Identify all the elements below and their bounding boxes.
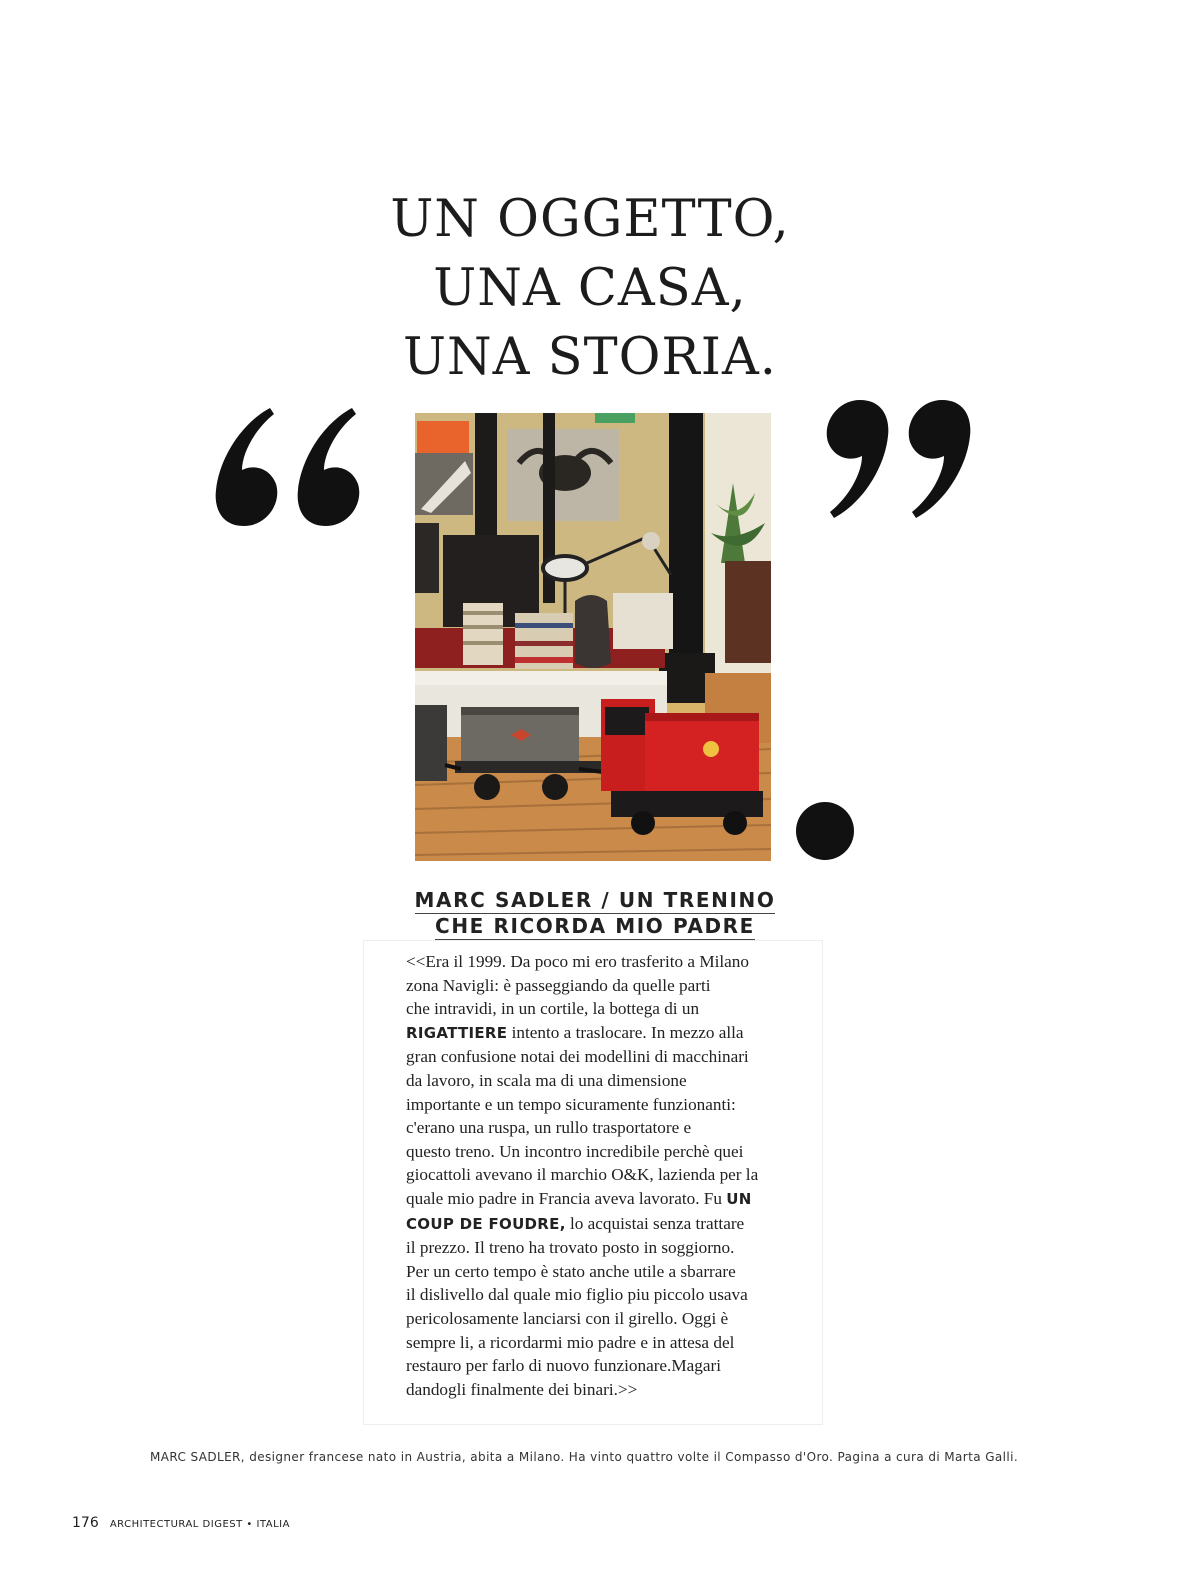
body-line: il prezzo. Il treno ha trovato posto in soggiorno. [406, 1238, 735, 1258]
body-line: zona Navigli: è passeggiando da quelle parti [406, 975, 711, 995]
headline [300, 185, 880, 392]
article-subhead [400, 888, 790, 940]
body-line: dandogli finalmente dei binari.>> [406, 1379, 638, 1399]
body-line: pericolosamente lanciarsi con il girello. Oggi è [406, 1308, 729, 1328]
closing-quote-icon [818, 392, 988, 532]
body-line: c'erano una ruspa, un rullo trasportatore e [406, 1118, 692, 1138]
headline-line-1: UN OGGETTO, [390, 190, 790, 249]
body-line: giocattoli avevano il marchio O&K, lazienda per la [406, 1165, 759, 1185]
headline-line-3: UNA STORIA. [402, 328, 777, 387]
article-body [406, 950, 786, 1401]
period-dot [796, 802, 854, 860]
body-line: che intravidi, in un cortile, la bottega di un [406, 999, 700, 1019]
body-line: da lavoro, in scala ma di una dimensione [406, 1070, 687, 1090]
body-line: questo treno. Un incontro incredibile perchè quei [406, 1141, 744, 1161]
headline-line-2: UNA CASA, [433, 259, 747, 318]
body-line: il dislivello dal quale mio figlio piu piccolo usava [406, 1285, 748, 1305]
magazine-name: ARCHITECTURAL DIGEST • ITALIA [109, 1519, 290, 1530]
body-line: importante e un tempo sicuramente funzionanti: [406, 1094, 736, 1114]
bold-coup-de-foudre: COUP DE FOUDRE, [406, 1214, 566, 1233]
bold-rigattiere: RIGATTIERE [406, 1023, 508, 1042]
train-living-room-photo [415, 413, 771, 861]
subhead-line-1: MARC SADLER / UN TRENINO [414, 888, 776, 912]
body-line: sempre li, a ricordarmi mio padre e in attesa del [406, 1332, 735, 1352]
body-line: Per un certo tempo è stato anche utile a sbarrare [406, 1261, 736, 1281]
body-line: quale mio padre in Francia aveva lavorato. Fu UN [406, 1188, 752, 1208]
page-number: 176 [72, 1515, 99, 1531]
body-line: <<Era il 1999. Da poco mi ero trasferito a Milano [406, 952, 749, 971]
body-line: RIGATTIERE intento a traslocare. In mezzo alla [406, 1022, 744, 1042]
opening-quote-icon [208, 398, 378, 538]
subhead-line-2: CHE RICORDA MIO PADRE [435, 914, 755, 938]
body-line: COUP DE FOUDRE, lo acquistai senza trattare [406, 1213, 745, 1233]
photo-caption: MARC SADLER, designer francese nato in Austria, abita a Milano. Ha vinto quattro volte il Compasso d'Oro. Pagina a cura di Marta Galli. [150, 1450, 1019, 1464]
body-line: restauro per farlo di nuovo funzionare.Magari [406, 1356, 721, 1376]
bold-un: UN [726, 1189, 752, 1208]
page-footer [72, 1512, 290, 1531]
body-line: gran confusione notai dei modellini di macchinari [406, 1047, 749, 1067]
